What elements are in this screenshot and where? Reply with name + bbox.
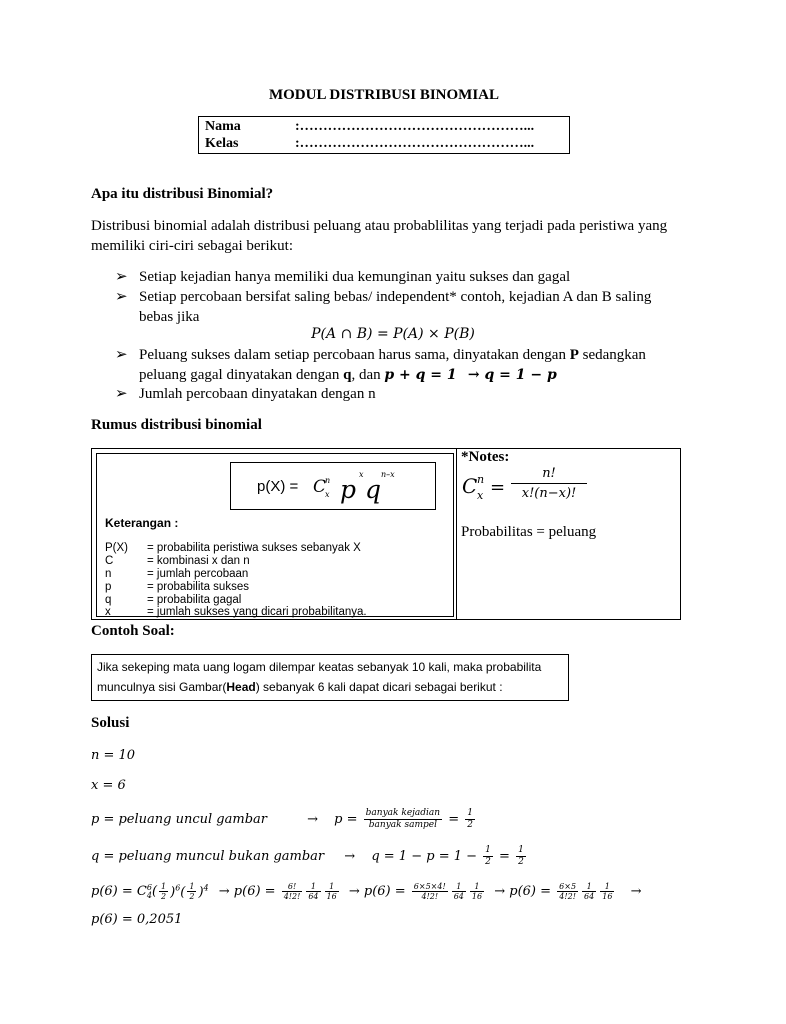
notes-title: *Notes: (461, 449, 510, 465)
nama-field[interactable]: :…………………………………………... (295, 119, 535, 134)
solution-q-line (91, 845, 528, 875)
solution-p6-chain: p(6) = C 6 4 ( $\frac{1}{2}$ )$^6$( $\frac{1}{2}$ )$^4$ → p(6) = $\frac{6!}{4!2!}$ $\frac{1}{64}$ $\frac{1}{16}$ → p(6) = $\frac{6\times 5\times 4!}{4!2!}$ $\frac{1}{64}$ $\frac{1}{16}$ → p(6) = $\frac{6\times 5}{4!2!}$ $\frac{1}{64}$ $\frac{1}{16}$ → (91, 882, 642, 901)
p-fraction-numerator: banyak kejadian (365, 808, 441, 818)
notes-text: Probabilitas = peluang (461, 524, 597, 540)
p-fraction (364, 808, 442, 831)
kelas-field[interactable]: :…………………………………………... (295, 136, 535, 151)
formula-table (91, 448, 681, 620)
keterangan-desc: = kombinasi x dan n (147, 555, 250, 567)
keterangan-symbol: C (105, 555, 114, 567)
svg-text:=: = (490, 477, 506, 498)
svg-text:n: n (477, 473, 485, 486)
section-heading-rumus: Rumus distribusi binomial (91, 417, 262, 433)
keterangan-row (105, 555, 250, 567)
bullet-item-3 (115, 345, 675, 385)
formula-lhs: p(X) = (257, 478, 299, 495)
formula-image-panel (96, 453, 454, 617)
combination-fraction (511, 466, 587, 501)
table-divider (456, 449, 457, 619)
half-fraction: $\frac{1}{2}$ (485, 845, 491, 867)
bullet-item-1 (115, 267, 675, 287)
svg-text:q: q (365, 475, 382, 504)
keterangan-desc: = probabilita peristiwa sukses sebanyak X (147, 542, 361, 554)
intro-paragraph: Distribusi binomial adalah distribusi peluang atau probablilitas yang terjadi pada peristiwa yang memiliki ciri-ciri sebagai berikut: (91, 218, 668, 254)
combination-denominator: x!(n−x)! (521, 486, 577, 501)
section-heading-solusi: Solusi (91, 715, 130, 731)
keterangan-desc: = jumlah sukses yang dicari probabilitanya. (147, 606, 367, 618)
svg-text:x: x (325, 490, 330, 499)
combination-formula (461, 465, 601, 509)
pq-sum-formula: p + q = 1 (384, 367, 457, 383)
kelas-label: Kelas (205, 136, 239, 151)
bullet-text-3-start: Peluang sukses dalam setiap percobaan harus sama, dinyatakan dengan (139, 347, 566, 363)
bullet-text-4: Jumlah percobaan dinyatakan dengan n (139, 386, 376, 402)
section-heading-binomial: Apa itu distribusi Binomial? (91, 186, 274, 202)
keterangan-row (105, 606, 367, 618)
combination-numerator: n! (511, 466, 587, 484)
independence-formula: P(A ∩ B) = P(A) × P(B) (311, 326, 475, 342)
keterangan-title: Keterangan : (105, 516, 179, 530)
svg-text:C: C (462, 474, 478, 498)
example-question-box (91, 654, 569, 701)
keterangan-row (105, 542, 361, 554)
svg-text:p: p (340, 475, 357, 504)
keterangan-desc: = jumlah percobaan (147, 568, 249, 580)
keterangan-symbol: p (105, 581, 112, 593)
keterangan-symbol: q (105, 594, 112, 606)
equals-sign: = (448, 812, 460, 827)
arrow-bullet-icon: ➢ (115, 269, 128, 285)
nama-label: Nama (205, 119, 241, 134)
keterangan-row (105, 594, 241, 606)
arrow-bullet-icon: ➢ (115, 289, 128, 305)
solution-final: p(6) = 0,2051 (91, 912, 183, 927)
keterangan-desc: = probabilita sukses (147, 581, 249, 593)
keterangan-desc: = probabilita gagal (147, 594, 242, 606)
bullet-text-1: Setiap kejadian hanya memiliki dua kemunginan yaitu sukses dan gagal (139, 269, 571, 285)
q-symbol: q (343, 367, 352, 383)
q-formula: → q = 1 − p (467, 367, 557, 383)
question-text-1: Jika sekeping mata uang logam dilempar keatas sebanyak 10 kali, maka probabilita munculnya sisi Gambar( (97, 660, 542, 694)
solution-x: x = 6 (91, 778, 126, 793)
keterangan-row (105, 581, 249, 593)
svg-text:n: n (325, 476, 331, 485)
document-title: MODUL DISTRIBUSI BINOMIAL (268, 87, 500, 103)
arrow-bullet-icon: ➢ (115, 347, 128, 363)
arrow-icon: → (344, 849, 356, 864)
svg-text:x: x (359, 470, 364, 479)
p-symbol: P (569, 347, 579, 363)
half-fraction: $\frac{1}{2}$ (518, 845, 524, 867)
solution-q-rhs: q = 1 − p = 1 − (371, 849, 478, 864)
arrow-icon: → (307, 812, 319, 827)
keterangan-symbol: x (105, 606, 111, 618)
svg-text:C: C (313, 477, 327, 497)
nama-row (205, 119, 534, 135)
svg-text:n–x: n–x (381, 470, 395, 479)
half-fraction: $\frac{1}{2}$ (467, 808, 474, 830)
keterangan-symbol: P(X) (105, 542, 128, 554)
keterangan-symbol: n (105, 568, 112, 580)
solution-p-definition: p = peluang uncul gambar (91, 812, 267, 827)
bullet-text-3 (139, 345, 675, 385)
svg-text:x: x (477, 489, 484, 502)
p-fraction-denominator: banyak sampel (368, 820, 437, 830)
solution-q-definition: q = peluang muncul bukan gambar (91, 849, 325, 864)
combination-symbol (461, 469, 506, 509)
bullet-text-2: Setiap percobaan bersifat saling bebas/ independent* contoh, kejadian A dan B saling bebas jika (139, 289, 652, 325)
bullet-text-3-mid: sedangkan peluang gagal dinyatakan dengan (139, 347, 646, 383)
bullet-text-3-and: , dan (351, 367, 385, 383)
solution-n: n = 10 (91, 748, 136, 763)
bullet-item-4 (115, 384, 675, 404)
binomial-formula-box (230, 462, 436, 510)
arrow-bullet-icon: ➢ (115, 386, 128, 402)
keterangan-row (105, 568, 248, 580)
binomial-formula-graphic (303, 463, 433, 509)
equals-sign: = (499, 849, 510, 864)
solution-p-line (91, 808, 477, 838)
identity-box (198, 116, 570, 154)
question-bold: Head (226, 680, 256, 694)
question-text-2: ) sebanyak 6 kali dapat dicari sebagai berikut : (255, 680, 503, 694)
section-heading-contoh: Contoh Soal: (91, 623, 175, 639)
bullet-item-2 (115, 287, 675, 327)
solution-p-equals: p = (334, 812, 358, 827)
kelas-row (205, 136, 534, 152)
